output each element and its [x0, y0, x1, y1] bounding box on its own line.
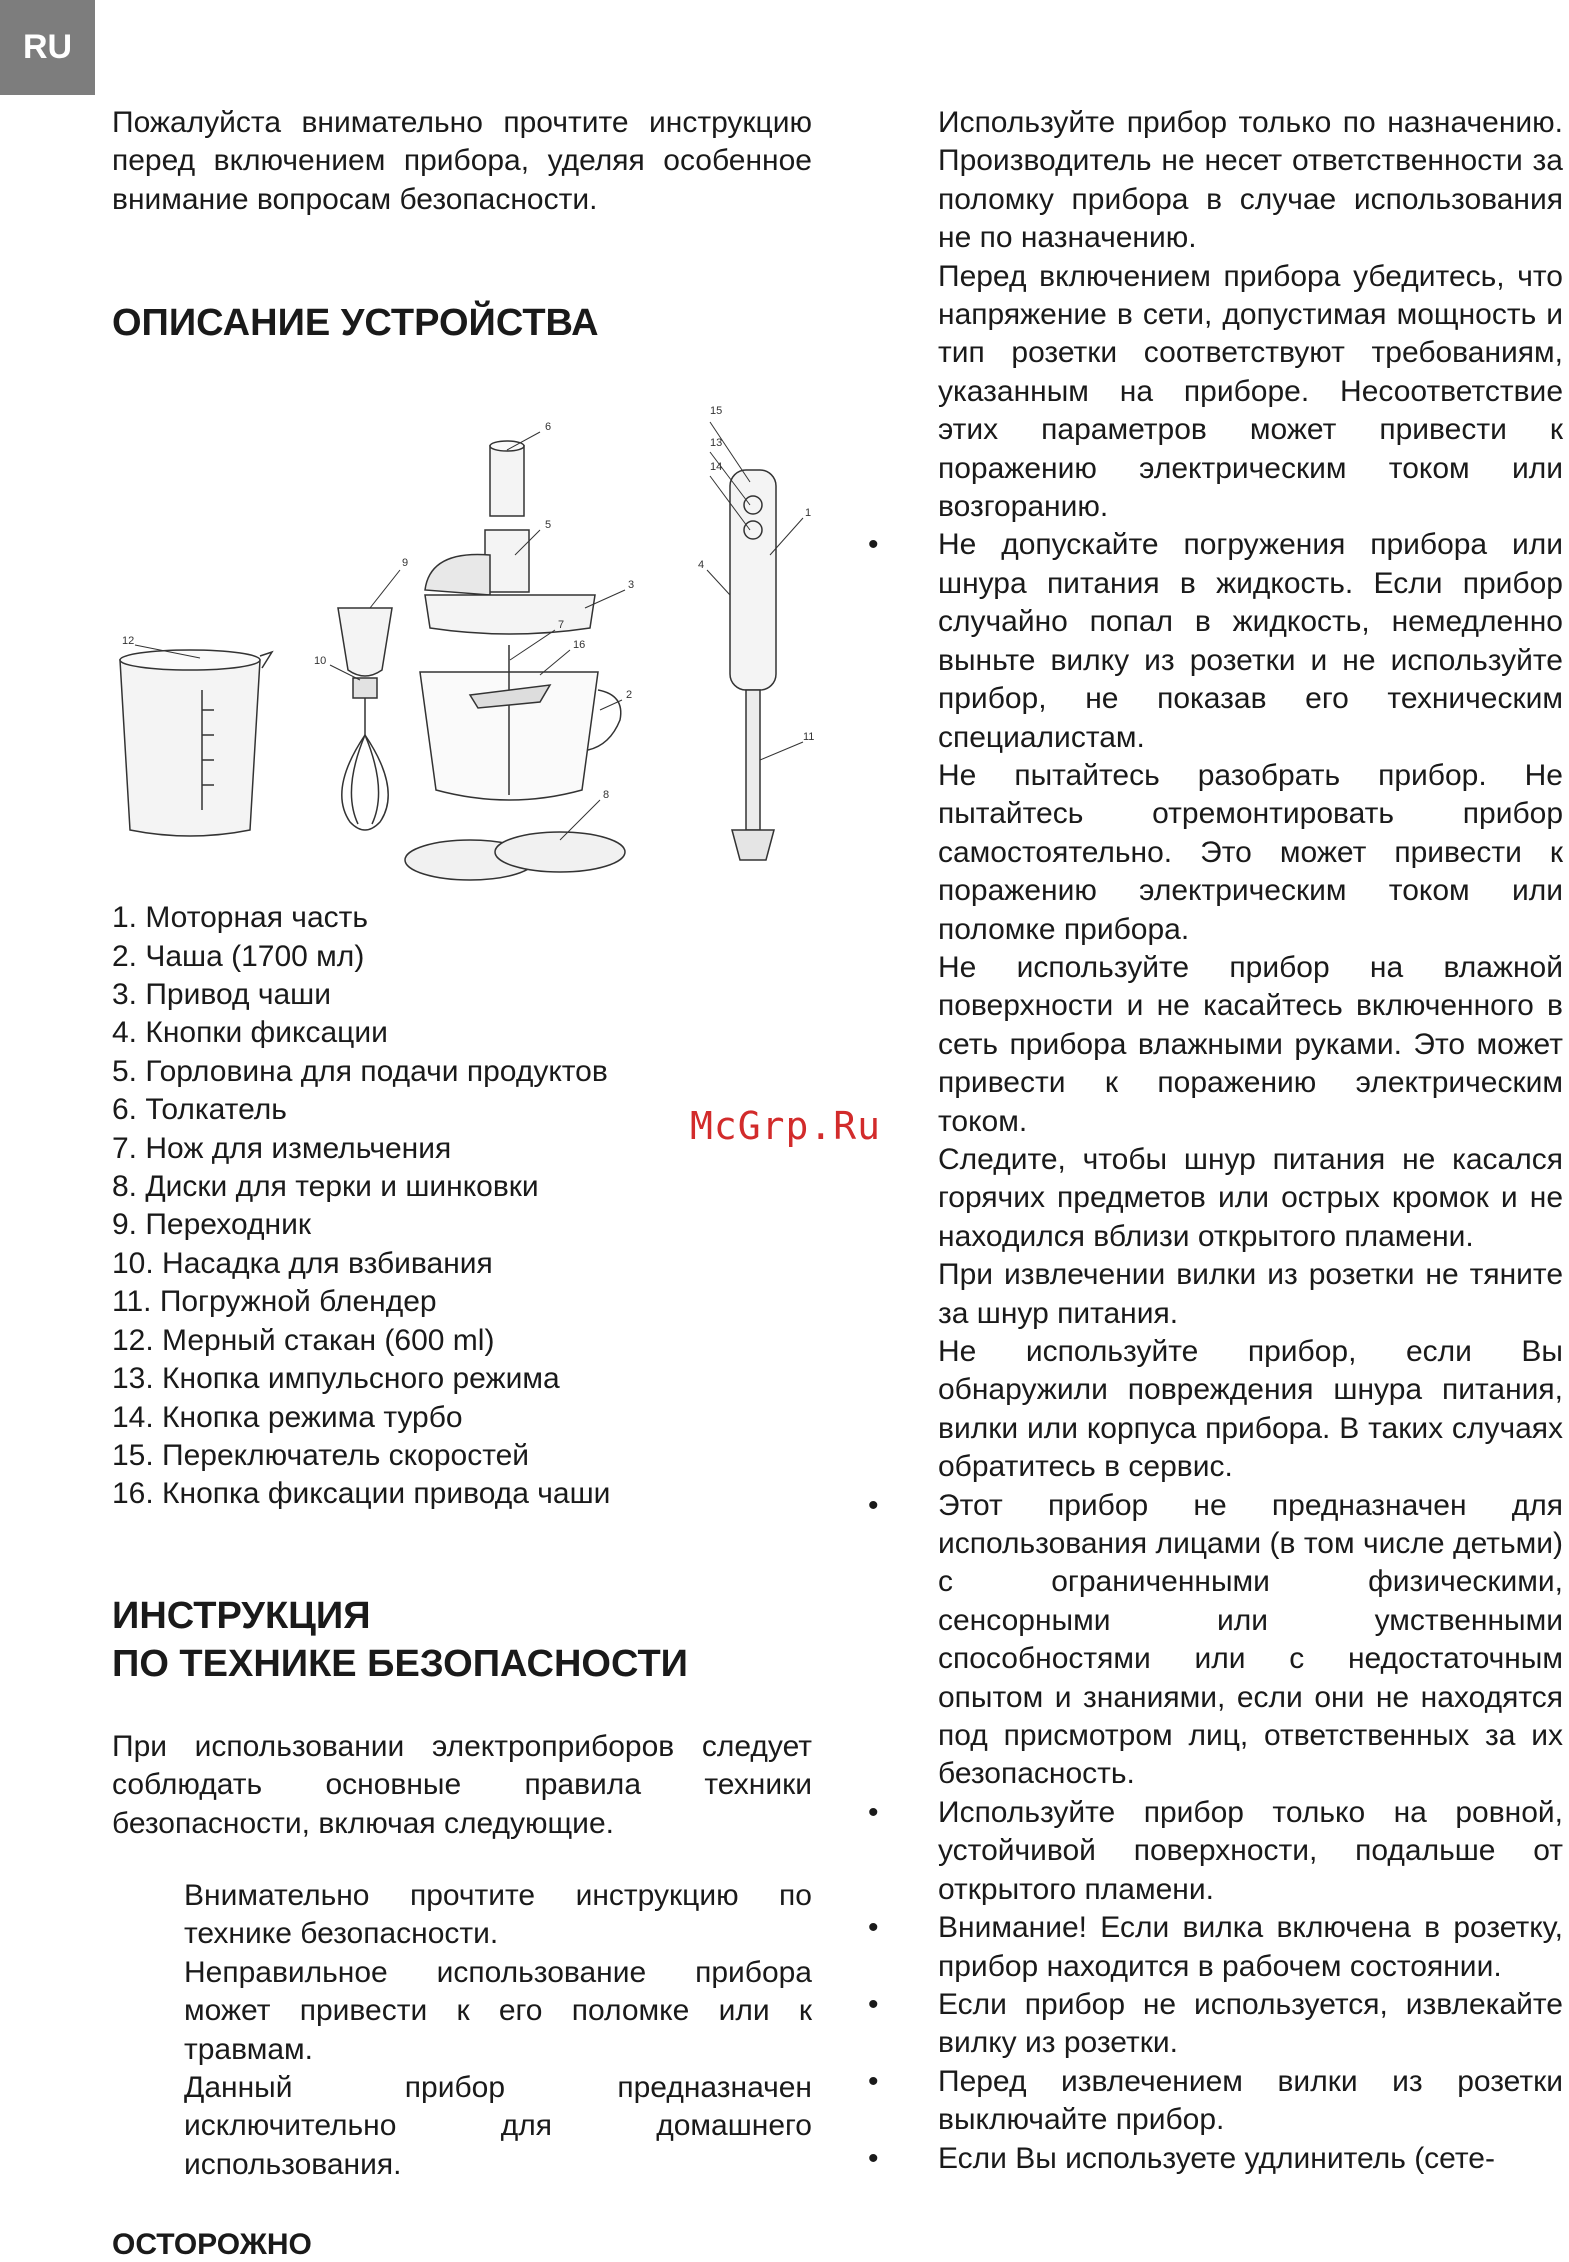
figure-label: 15: [710, 405, 723, 417]
rule-bullet: • Этот прибор не предназначен для использования лицами (в том числе детьми) с ограниченными физическими, сенсорными или умственными способностями или с недостаточным опытом и знаниями, если они не находятся под присмотром лиц, ответственных за их безопасность.: [938, 1487, 1563, 1794]
figure-label: 13: [710, 437, 723, 449]
language-tab: RU: [0, 0, 95, 95]
figure-label: 10: [314, 655, 327, 667]
figure-label: 1: [805, 507, 812, 519]
rule-paragraph: Не используйте прибор на влажной поверхности и не касайтесь включенного в сеть прибора влажными руками. Это может привести к поражению электрическим током.: [938, 950, 1563, 1138]
device-illustration: [110, 390, 815, 900]
part-item: 1. Моторная часть: [112, 901, 368, 935]
measuring-cup-drawing: [120, 650, 272, 836]
right-column: [938, 104, 1563, 2178]
watermark: McGrp.Ru: [690, 1104, 882, 1148]
figure-label: 9: [402, 557, 409, 569]
rule-bullet: • Используйте прибор только на ровной, устойчивой поверхности, подальше от открытого пламени.: [938, 1794, 1563, 1909]
figure-label: 4: [698, 559, 705, 571]
rule-paragraph: Не пытайтесь разобрать прибор. Не пытайтесь отремонтировать прибор самостоятельно. Это может привести к поражению электрическим током или поломке прибора.: [938, 758, 1563, 946]
part-item: 2. Чаша (1700 мл): [112, 939, 365, 973]
safety-item: Внимательно прочтите инструкцию по технике безопасности.: [184, 1878, 812, 1951]
figure-label: 6: [545, 421, 552, 433]
rule-paragraph: Не используйте прибор, если Вы обнаружили повреждения шнура питания, вилки или корпуса прибора. В таких случаях обратитесь в сервис.: [938, 1335, 1563, 1484]
safety-title-line-2: ПО ТЕХНИКЕ БЕЗОПАСНОСТИ: [112, 1642, 688, 1685]
part-item: 8. Диски для терки и шинковки: [112, 1170, 539, 1204]
parts-list: [112, 899, 812, 1514]
whisk-drawing: [338, 608, 392, 830]
part-item: 9. Переходник: [112, 1208, 311, 1242]
hand-blender-drawing: [730, 470, 776, 860]
rule-paragraph: Используйте прибор только по назначению. Производитель не несет ответственности за поломку прибора в случае использования не по назначению.: [938, 106, 1563, 255]
figure-label: 7: [558, 619, 565, 631]
figure-label: 12: [122, 635, 135, 647]
safety-item: Неправильное использование прибора может привести к его поломке или к травмам.: [184, 1955, 812, 2066]
part-item: 3. Привод чаши: [112, 978, 331, 1012]
figure-label: 8: [603, 789, 610, 801]
part-item: 10. Насадка для взбивания: [112, 1246, 493, 1280]
part-item: 7. Нож для измельчения: [112, 1131, 452, 1165]
rule-paragraph: Следите, чтобы шнур питания не касался горячих предметов или острых кромок и не находился вблизи открытого пламени.: [938, 1142, 1563, 1253]
part-item: 15. Переключатель скоростей: [112, 1438, 530, 1472]
part-item: 6. Толкатель: [112, 1093, 287, 1127]
part-item: 14. Кнопка режима турбо: [112, 1400, 463, 1434]
part-item: 5. Горловина для подачи продуктов: [112, 1054, 608, 1088]
rule-bullet: • Если прибор не используется, извлекайте вилку из розетки.: [938, 1986, 1563, 2063]
figure-label: 2: [626, 689, 633, 701]
part-item: 12. Мерный стакан (600 ml): [112, 1323, 495, 1357]
figure-label: 14: [710, 461, 723, 473]
intro-paragraph: Пожалуйста внимательно прочтите инструкцию перед включением прибора, уделяя особенное внимание вопросам безопасности.: [112, 106, 812, 216]
rule-paragraph: Перед включением прибора убедитесь, что напряжение в сети, допустимая мощность и тип розетки соответствуют требованиям, указанным на приборе. Несоответствие этих параметров может привести к поражению электрическим током или возгоранию.: [938, 259, 1563, 524]
part-item: 16. Кнопка фиксации привода чаши: [112, 1477, 611, 1511]
safety-intro: При использовании электроприборов следует соблюдать основные правила техники безопасности, включая следующие.: [112, 1729, 812, 1840]
safety-title-line-1: ИНСТРУКЦИЯ: [112, 1594, 371, 1637]
part-item: 4. Кнопки фиксации: [112, 1016, 388, 1050]
rule-bullet: • Внимание! Если вилка включена в розетку, прибор находится в рабочем состоянии.: [938, 1909, 1563, 1986]
device-diagram: [110, 390, 815, 900]
food-processor-drawing: [405, 441, 625, 880]
rule-paragraph: При извлечении вилки из розетки не тяните за шнур питания.: [938, 1258, 1563, 1330]
part-item: 11. Погружной блендер: [112, 1285, 437, 1319]
figure-label: 3: [628, 579, 635, 591]
safety-section-title: [112, 1592, 812, 1688]
safety-item: Данный прибор предназначен исключительно для домашнего использования.: [184, 2070, 812, 2181]
device-section-title: ОПИСАНИЕ УСТРОЙСТВА: [112, 302, 599, 345]
rule-bullet: • Если Вы используете удлинитель (сете-: [938, 2140, 1563, 2178]
part-item: 13. Кнопка импульсного режима: [112, 1362, 560, 1396]
rule-bullet: • Перед извлечением вилки из розетки выключайте прибор.: [938, 2063, 1563, 2140]
figure-label: 16: [573, 639, 586, 651]
figure-label: 5: [545, 519, 552, 531]
figure-label: 11: [803, 731, 815, 743]
safety-indented-block: [112, 1877, 812, 2184]
caution-title: ОСТОРОЖНО: [112, 2228, 312, 2262]
rule-bullet: • Не допускайте погружения прибора или шнура питания в жидкость. Если прибор случайно попал в жидкость, немедленно выньте вилку из розетки и не используйте прибор, не показав его техническим специалистам.: [938, 526, 1563, 756]
